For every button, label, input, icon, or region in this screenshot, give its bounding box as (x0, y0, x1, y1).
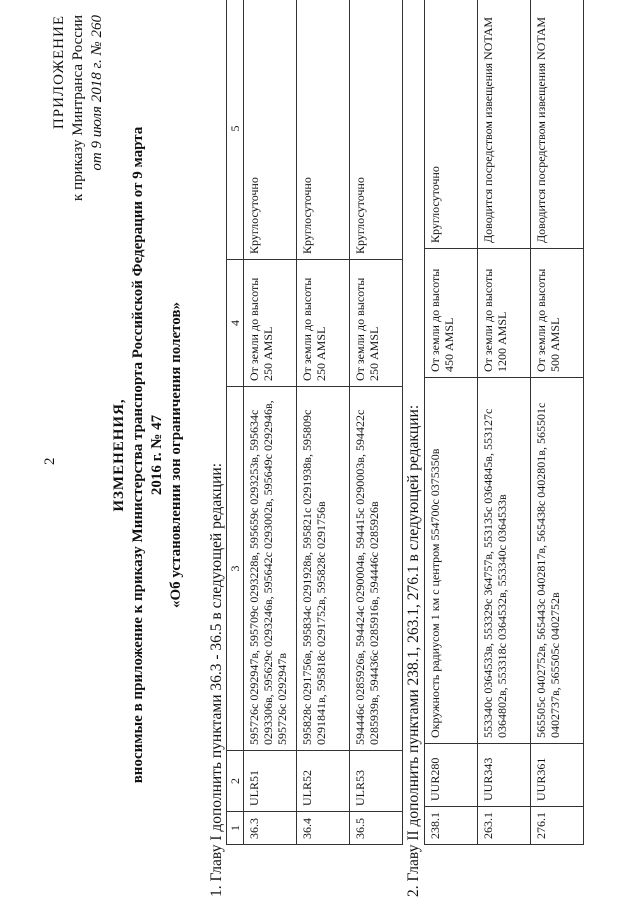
table-row (350, 0, 403, 845)
cell-code: ULR53 (350, 751, 403, 812)
cell-num: 36.3 (244, 812, 297, 845)
title-line3: «Об установлении зон ограничения полетов» (168, 301, 184, 609)
cell-code: UUR343 (478, 744, 531, 807)
cell-altitude: От земли до высоты 250 AMSL (350, 260, 403, 387)
cell-altitude: От земли до высоты 500 AMSL (531, 249, 584, 378)
table-section1 (226, 0, 403, 845)
cell-num: 36.5 (350, 812, 403, 845)
page-number: 2 (42, 457, 58, 465)
section1-heading: 1. Главу I дополнить пунктами 36.3 - 36.5 в следующей редакции: (208, 463, 225, 897)
cell-num: 276.1 (531, 807, 584, 845)
col-header-4: 4 (227, 260, 244, 387)
table-row (531, 0, 584, 845)
cell-num: 36.4 (297, 812, 350, 845)
table-row (425, 0, 478, 845)
cell-code: UUR361 (531, 744, 584, 807)
cell-code: ULR51 (244, 751, 297, 812)
cell-num: 238.1 (425, 807, 478, 845)
cell-coords: 595828с 0291756в, 595834с 0291928в, 595821с 0291938в, 595809с 0291841в, 595818с 0291752в, 595828с 0291756в (297, 387, 350, 751)
title-line2: вносимые в приложение к приказу Министерства транспорта Российской Федерации от 9 марта 2016 г. № 47 (130, 126, 165, 784)
cell-time: Круглосуточно (244, 0, 297, 260)
annex-block (50, 15, 107, 255)
cell-coords: Окружность радиусом 1 км с центром 554700с 0375350в (425, 378, 478, 744)
table-section2 (424, 0, 584, 845)
cell-coords: 594446с 0285926в, 594424с 0290004в, 594415с 0290003в, 594422с 0285939в, 594436с 0285916в, 594446с 0285926в (350, 387, 403, 751)
cell-code: UUR280 (425, 744, 478, 807)
title-main: ИЗМЕНЕНИЯ, (111, 398, 127, 512)
col-header-2: 2 (227, 751, 244, 812)
cell-time: Доводится посредством извещения NOTAM (531, 0, 584, 249)
col-header-5: 5 (227, 0, 244, 260)
cell-num: 263.1 (478, 807, 531, 845)
table-row (478, 0, 531, 845)
cell-altitude: От земли до высоты 450 AMSL (425, 249, 478, 378)
cell-coords: 595726с 0292947в, 595709с 0293228в, 595659с 0293253в, 595634с 0293306в, 595629с 0293246в, 595642с 0293002в, 595649с 0292946в, 595726с 0292947в (244, 387, 297, 751)
cell-code: ULR52 (297, 751, 350, 812)
col-header-1: 1 (227, 812, 244, 845)
cell-time: Круглосуточно (297, 0, 350, 260)
cell-altitude: От земли до высоты 250 AMSL (297, 260, 350, 387)
table-row (297, 0, 350, 845)
cell-time: Круглосуточно (425, 0, 478, 249)
annex-title: ПРИЛОЖЕНИЕ (51, 15, 67, 130)
cell-altitude: От земли до высоты 1200 AMSL (478, 249, 531, 378)
cell-coords: 565505с 0402752в, 565443с 0402817в, 565438с 0402801в, 565501с 0402737в, 565505с 0402752в (531, 378, 584, 744)
cell-time: Доводится посредством извещения NOTAM (478, 0, 531, 249)
table-row (244, 0, 297, 845)
cell-altitude: От земли до высоты 250 AMSL (244, 260, 297, 387)
table-header-row (227, 0, 244, 845)
cell-time: Круглосуточно (350, 0, 403, 260)
annex-date: от 9 июля 2018 г. № 260 (89, 15, 105, 171)
document-title (110, 115, 186, 795)
annex-to: к приказу Минтранса России (70, 15, 86, 201)
section2-heading: 2. Главу II дополнить пунктами 238.1, 263.1, 276.1 в следующей редакции: (405, 404, 422, 897)
cell-coords: 553340с 0364533в, 553329с 364757в, 553135с 0364845в, 553127с 0364802в, 553318с 0364532в, 553340с 0364533в (478, 378, 531, 744)
col-header-3: 3 (227, 387, 244, 751)
